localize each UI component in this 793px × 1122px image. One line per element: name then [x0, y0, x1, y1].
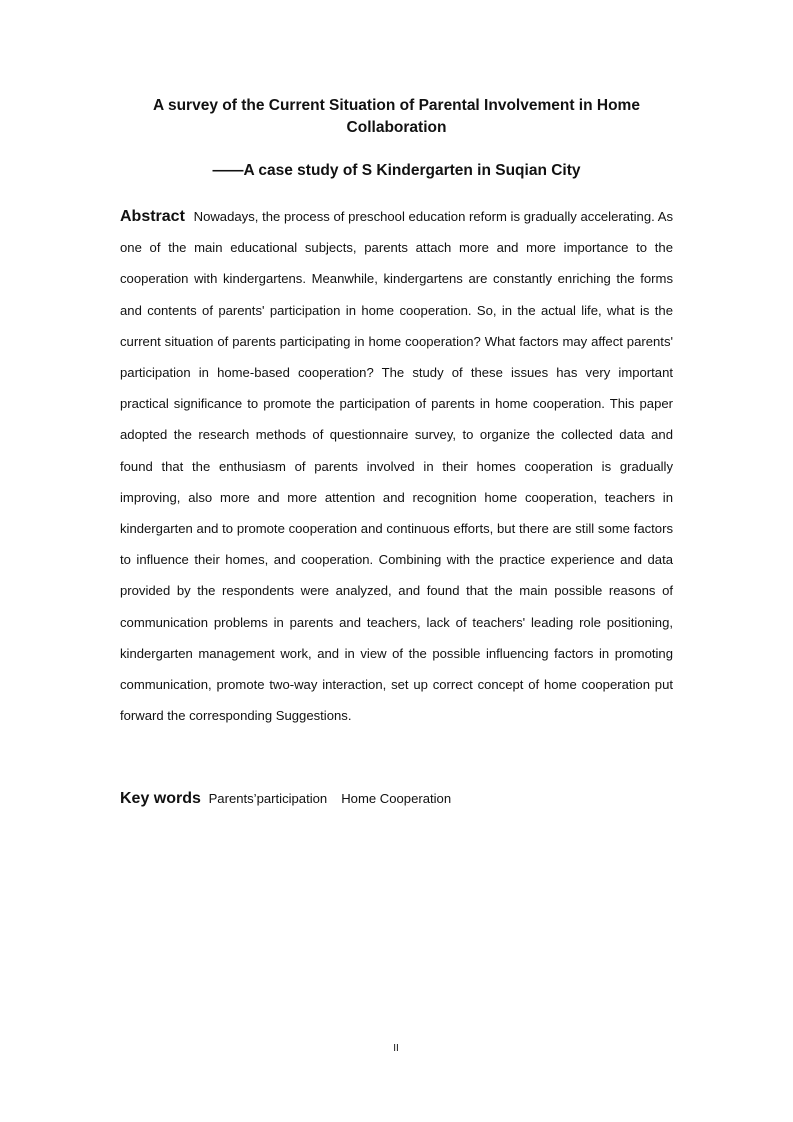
keywords-heading: Key words: [120, 790, 201, 807]
keyword-item: Home Cooperation: [341, 791, 452, 806]
paper-title: A survey of the Current Situation of Parental Involvement in Home Collaboration: [153, 97, 640, 136]
keyword-item: Parents’participation: [208, 791, 328, 806]
abstract-text: Nowadays, the process of preschool education reform is gradually accelerating. As one of the main educational subjects, parents attach more and more importance to the cooperation with kindergartens. Meanwhile, kindergartens are constantly enriching the forms and contents of parents' participation in home cooperation. So, in the actual life, what is the current situation of parents participating in home cooperation? What factors may affect parents' participation in home-based cooperation? The study of these issues has very important practical significance to promote the participation of parents in home cooperation. This paper adopted the research methods of questionnaire survey, to organize the collected data and found that the enthusiasm of parents involved in their homes cooperation is gradually improving, also more and more attention and recognition home cooperation, teachers in kindergarten and to promote cooperation and continuous efforts, but there are still some factors to influence their homes, and cooperation. Combining with the practice experience and data provided by the respondents were analyzed, and found that the main possible reasons of communication problems in parents and teachers, lack of teachers' leading role positioning, kindergarten management work, and in view of the possible influencing factors in promoting communication, promote two-way interaction, set up correct concept of home cooperation put forward the corresponding Suggestions.: [120, 209, 674, 724]
abstract-heading: Abstract: [120, 208, 185, 225]
keywords-section: [120, 785, 673, 813]
page-number: II: [393, 1043, 399, 1054]
abstract-section: [120, 201, 673, 731]
paper-subtitle: ——A case study of S Kindergarten in Suqian City: [212, 162, 581, 179]
